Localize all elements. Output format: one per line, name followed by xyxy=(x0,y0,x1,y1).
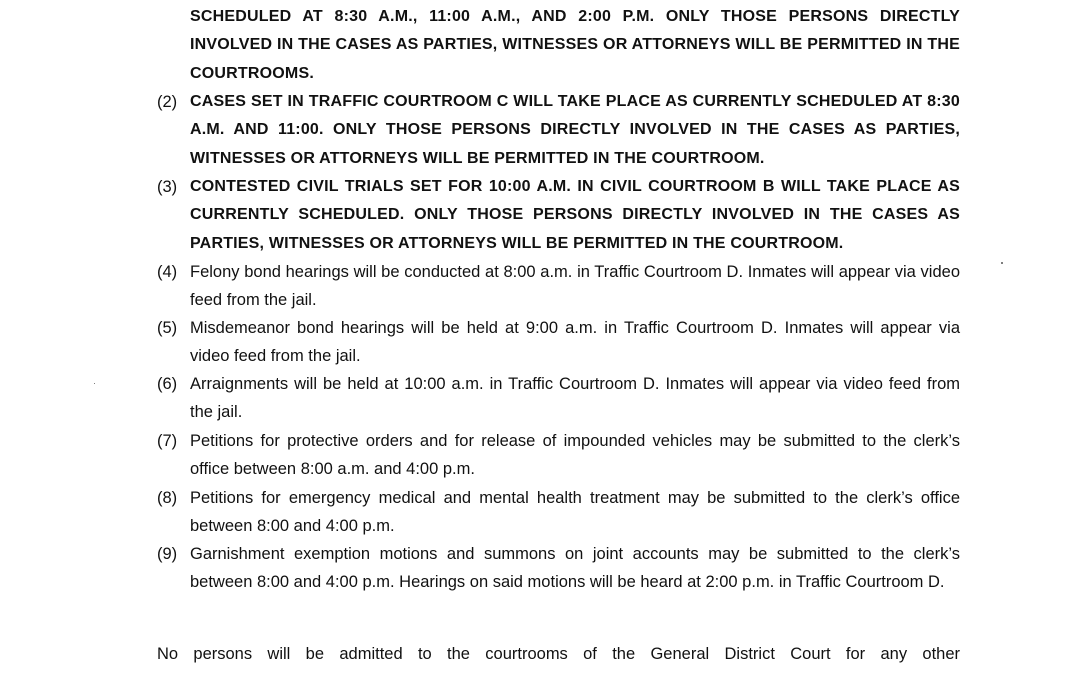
list-item-text: Arraignments will be held at 10:00 a.m. in Traffic Courtroom D. Inmates will appear via video feed from the jail. xyxy=(190,375,960,422)
list-item-text: Garnishment exemption motions and summons on joint accounts may be submitted to the clerk’s between 8:00 and 4:00 p.m. Hearings on said motions will be heard at 2:00 p.m. in Traffic Courtroom D. xyxy=(190,545,960,592)
list-item-number: (7) xyxy=(157,432,178,450)
list-item-text: Petitions for emergency medical and mental health treatment may be submitted to the clerk’s office between 8:00 and 4:00 p.m. xyxy=(190,489,960,536)
list-item-number: (6) xyxy=(157,375,178,393)
continued-item-1-text: SCHEDULED AT 8:30 A.M., 11:00 A.M., AND 2:00 P.M. ONLY THOSE PERSONS DIRECTLY INVOLVED IN THE CASES AS PARTIES, WITNESSES OR ATTORNEYS WILL BE PERMITTED IN THE COURTROOMS. xyxy=(190,8,960,82)
list-item-number: (5) xyxy=(157,319,178,337)
list-item-8 xyxy=(157,484,960,541)
list-item-3 xyxy=(157,173,960,258)
list-item-4 xyxy=(157,258,960,315)
list-item-number: (2) xyxy=(157,93,178,111)
closing-paragraph: No persons will be admitted to the courtrooms of the General District Court for any other xyxy=(157,645,960,663)
list-item-text: Petitions for protective orders and for release of impounded vehicles may be submitted to the clerk’s office between 8:00 a.m. and 4:00 p.m. xyxy=(190,432,960,479)
scan-speck xyxy=(94,383,95,384)
list-item-2 xyxy=(157,88,960,173)
list-item-text: Felony bond hearings will be conducted at 8:00 a.m. in Traffic Courtroom D. Inmates will appear via video feed from the jail. xyxy=(190,263,960,310)
scan-speck xyxy=(1001,262,1003,264)
list-item-number: (9) xyxy=(157,545,178,563)
list-item-number: (4) xyxy=(157,263,178,281)
list-item-number: (8) xyxy=(157,489,178,507)
list-item-7 xyxy=(157,427,960,484)
list-item-number: (3) xyxy=(157,178,178,196)
list-item-text: CASES SET IN TRAFFIC COURTROOM C WILL TAKE PLACE AS CURRENTLY SCHEDULED AT 8:30 A.M. AND 11:00. ONLY THOSE PERSONS DIRECTLY INVOLVED IN THE CASES AS PARTIES, WITNESSES OR ATTORNEYS WILL BE PERMITTED IN THE COURTROOM. xyxy=(190,93,960,167)
list-item-5 xyxy=(157,314,960,371)
list-item-text: CONTESTED CIVIL TRIALS SET FOR 10:00 A.M. IN CIVIL COURTROOM B WILL TAKE PLACE AS CURRENTLY SCHEDULED. ONLY THOSE PERSONS DIRECTLY INVOLVED IN THE CASES AS PARTIES, WITNESSES OR ATTORNEYS WILL BE PERMITTED IN THE COURTROOM. xyxy=(190,178,960,252)
list-item-text: Misdemeanor bond hearings will be held at 9:00 a.m. in Traffic Courtroom D. Inmates will appear via video feed from the jail. xyxy=(190,319,960,366)
list-item-6 xyxy=(157,370,960,427)
list-item-9 xyxy=(157,540,960,597)
